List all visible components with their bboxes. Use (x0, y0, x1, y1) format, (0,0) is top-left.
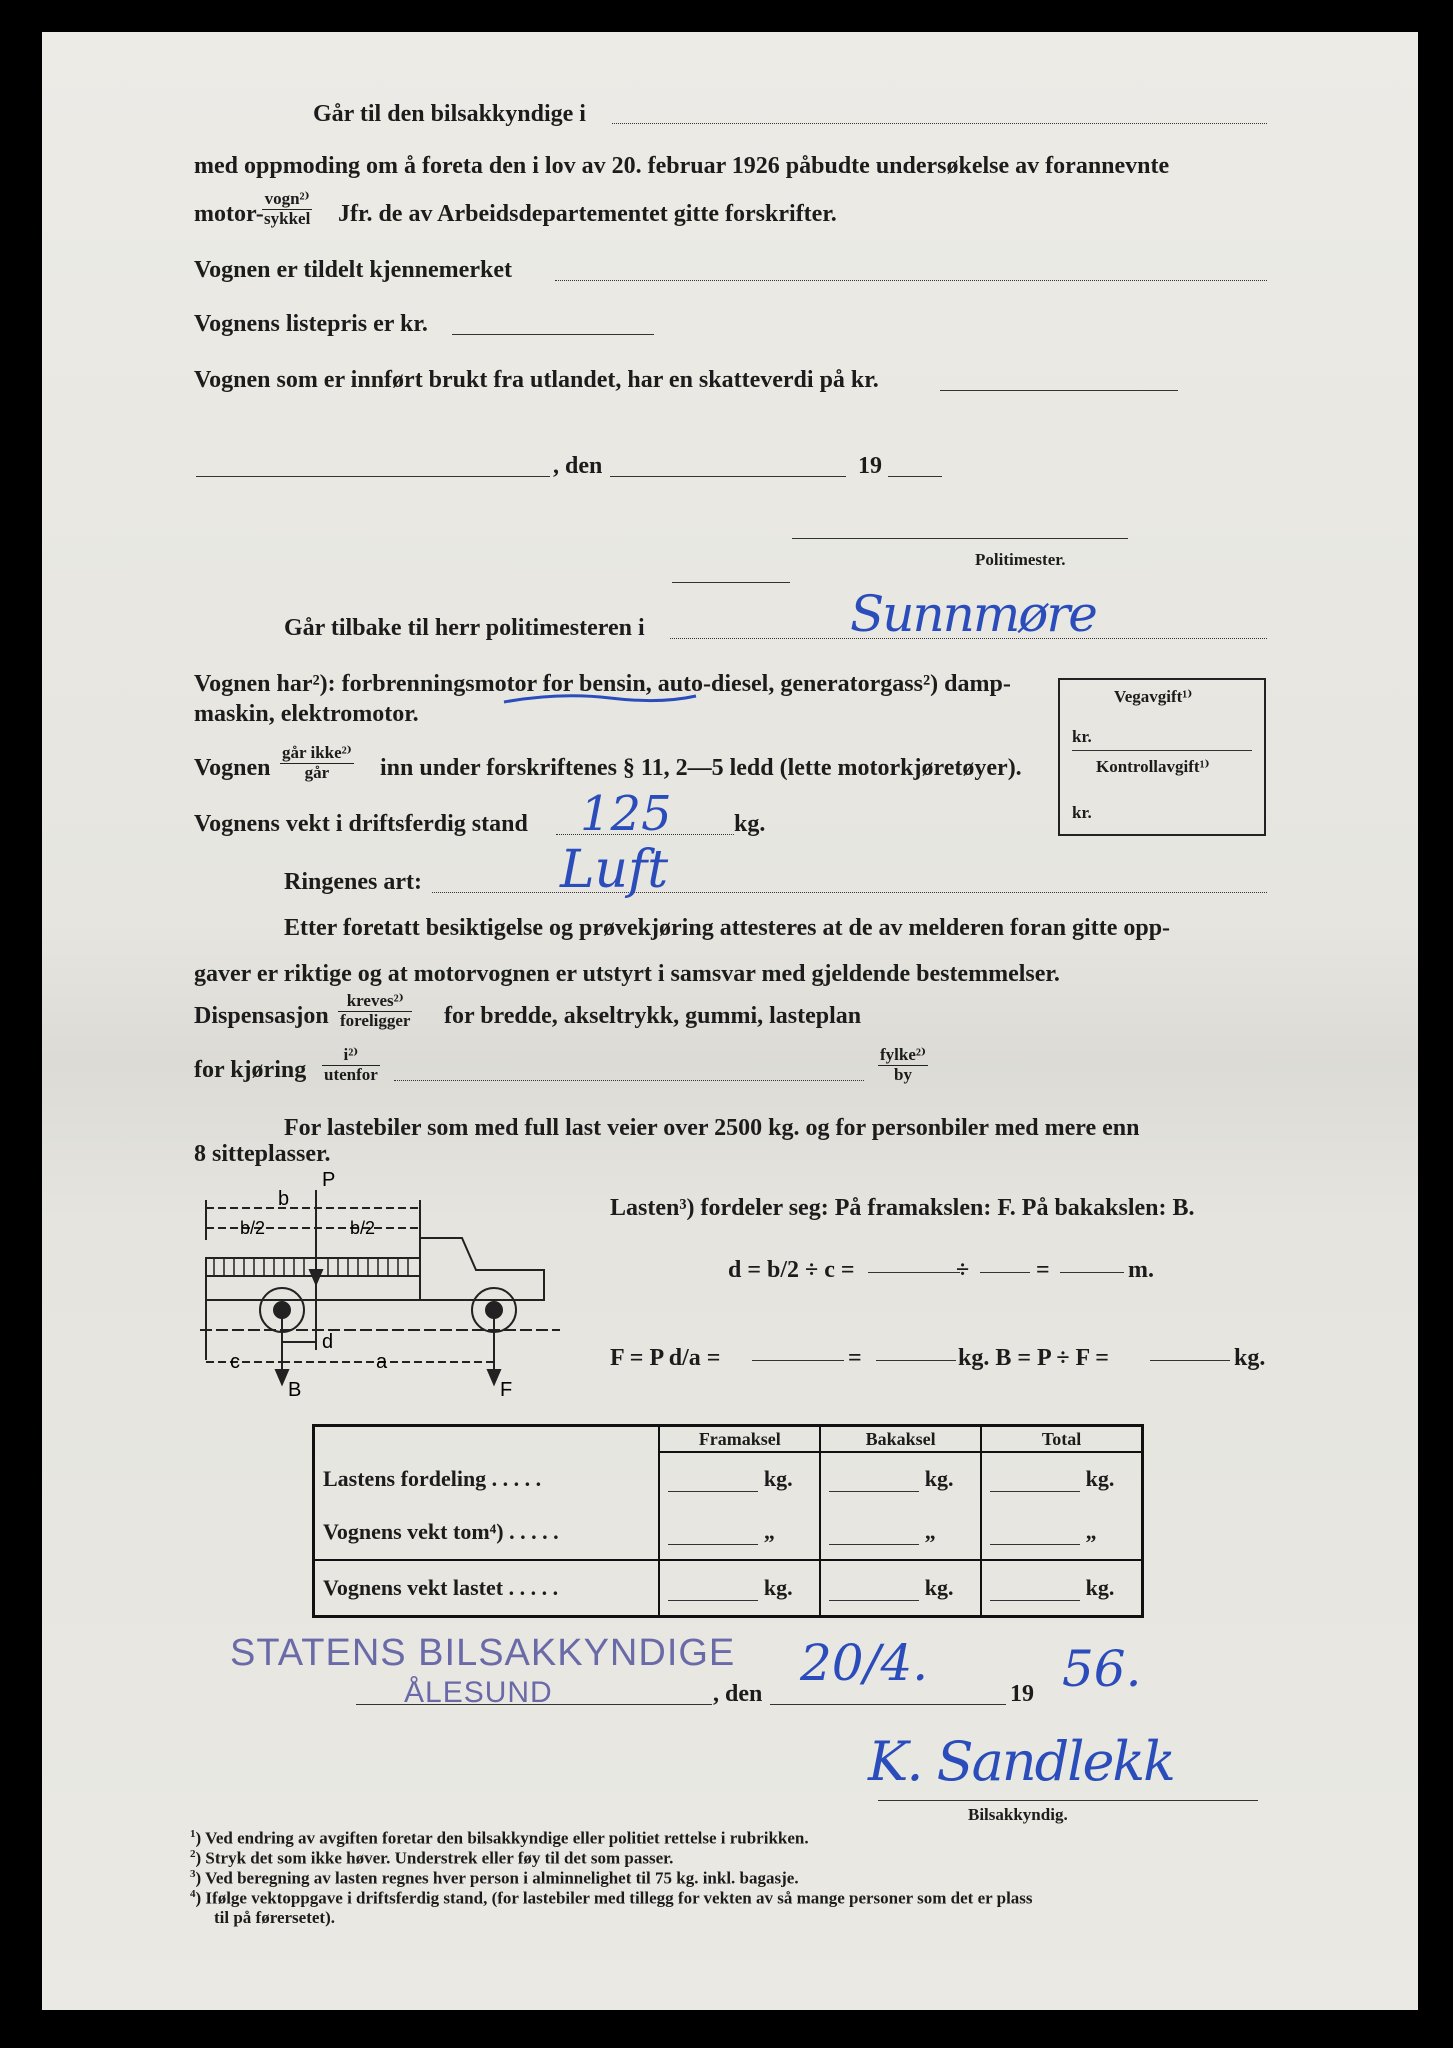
formula-d-minus: ÷ (956, 1257, 970, 1283)
signature-line[interactable] (878, 1800, 1258, 1801)
kontrollavgift-kr: kr. (1072, 803, 1092, 822)
header-line3-prefix: motor- (194, 201, 264, 227)
skatteverdi-label: Vognen som er innført brukt fra utlandet, har en skatteverdi på kr. (194, 367, 879, 393)
ringer-label: Ringenes art: (284, 869, 422, 895)
formula-f-result[interactable] (876, 1360, 956, 1361)
formula-d-unit: m. (1128, 1257, 1154, 1283)
diagram-label-a: a (376, 1351, 388, 1373)
truck-diagram (200, 1170, 570, 1400)
footnote-2: $^2$) Stryk det som ikke høver. Understrek eller føy til det som passer. (190, 1848, 674, 1868)
dispensasjon-prefix: Dispensasjon (194, 1003, 329, 1029)
cell-lastens-total[interactable]: kg. (981, 1452, 1142, 1506)
handwritten-ringer: Luft (560, 840, 669, 900)
cell-lastet-bak[interactable]: kg. (820, 1560, 981, 1617)
kjoring-fraction: i²⁾ utenfor (324, 1045, 378, 1084)
formula-d: d = b/2 ÷ c = (728, 1257, 855, 1283)
kjoring-field[interactable] (394, 1080, 864, 1081)
politimester-label: Politimester. (975, 550, 1066, 569)
year-field[interactable] (888, 476, 942, 477)
formula-b-unit: kg. (1234, 1345, 1266, 1371)
row-label-lastens: Lastens fordeling . . . . . (323, 1465, 542, 1491)
diagram-label-b: b (278, 1188, 290, 1210)
handwritten-date: 20/4. (800, 1634, 929, 1692)
formula-f-unit: kg. B = P ÷ F = (958, 1345, 1109, 1371)
kontrollavgift-label: Kontrollavgift¹⁾ (1096, 757, 1210, 776)
header-line1: Går til den bilsakkyndige i (313, 101, 586, 127)
politimester-signature-line[interactable] (792, 538, 1128, 539)
gar-text: inn under forskriftenes § 11, 2—5 ledd (lette motorkjøretøyer). (380, 755, 1022, 781)
vogn-sykkel-fraction: vogn²⁾ sykkel (264, 189, 311, 228)
attest-line1: Etter foretatt besiktigelse og prøvekjøring attesteres at de av melderen foran gitte opp- (284, 915, 1171, 941)
formula-b-result[interactable] (1150, 1360, 1230, 1361)
diagram-label-p: P (322, 1170, 336, 1191)
signature-den: , den (713, 1681, 763, 1707)
attest-line2: gaver er riktige og at motorvognen er utstyrt i samsvar med gjeldende bestemmelser. (194, 961, 1060, 987)
signature-date-field[interactable] (770, 1704, 1006, 1705)
trucks-line2: 8 sitteplasser. (194, 1141, 331, 1167)
formula-f-field1[interactable] (752, 1360, 844, 1361)
diagram-label-F: F (500, 1379, 513, 1400)
row-label-tom: Vognens vekt tom⁴) . . . . . (323, 1519, 559, 1545)
place-field[interactable] (196, 476, 550, 477)
handwritten-underline (500, 688, 700, 708)
stamp-line2: ÅLESUND (404, 1676, 553, 1709)
cell-lastet-total[interactable]: kg. (981, 1560, 1142, 1617)
skatteverdi-field[interactable] (940, 390, 1178, 391)
handwritten-signature: K. Sandlekk (868, 1730, 1174, 1793)
diagram-label-b2-right: b/2 (350, 1218, 376, 1238)
header-total: Total (981, 1426, 1142, 1453)
bilsakkyndige-field[interactable] (612, 123, 1267, 124)
gar-fraction: går ikke²⁾ går (282, 743, 352, 782)
formula-d-field2[interactable] (980, 1272, 1030, 1273)
dispensasjon-fraction: kreves²⁾ foreligger (340, 991, 411, 1030)
stamp-line1: STATENS BILSAKKYNDIGE (230, 1632, 736, 1674)
listepris-label: Vognens listepris er kr. (194, 311, 428, 337)
diagram-label-c: c (230, 1351, 240, 1373)
den-label: , den (553, 453, 603, 479)
cell-lastens-bak[interactable]: kg. (820, 1452, 981, 1506)
vegavgift-kr: kr. (1072, 727, 1092, 746)
fylke-by-fraction: fylke²⁾ by (880, 1045, 927, 1084)
cell-tom-bak[interactable]: „ (820, 1506, 981, 1560)
trucks-line1: For lastebiler som med full last veier over 2500 kg. og for personbiler med mere enn (284, 1115, 1140, 1141)
header-bakaksel: Bakaksel (820, 1426, 981, 1453)
lasten-text: Lasten³) fordeler seg: På framakslen: F. På bakakslen: B. (610, 1195, 1195, 1221)
load-distribution-table (312, 1424, 1144, 1618)
listepris-field[interactable] (452, 334, 654, 335)
vegavgift-field[interactable] (1072, 750, 1252, 751)
diagram-label-b2-left: b/2 (240, 1218, 266, 1238)
footnote-4-cont: til på førersetet). (214, 1908, 335, 1927)
handwritten-year: 56. (1062, 1640, 1142, 1698)
cell-tom-total[interactable]: „ (981, 1506, 1142, 1560)
footnote-3: $^3$) Ved beregning av lasten regnes hver person i alminnelighet til 75 kg. inkl. bagasje. (190, 1868, 799, 1888)
kjennemerke-field[interactable] (555, 280, 1267, 281)
kjennemerke-label: Vognen er tildelt kjennemerket (194, 257, 512, 283)
formula-d-eq: = (1036, 1257, 1050, 1283)
bilsakkyndig-label: Bilsakkyndig. (968, 1805, 1068, 1824)
handwritten-sunnmore: Sunnmøre (850, 585, 1096, 643)
cell-lastet-fram[interactable]: kg. (659, 1560, 820, 1617)
vekt-unit: kg. (734, 811, 766, 837)
row-label-lastet: Vognens vekt lastet . . . . . (314, 1560, 660, 1617)
formula-d-field1[interactable] (868, 1272, 960, 1273)
handwritten-vekt: 125 (580, 786, 672, 842)
header-framaksel: Framaksel (659, 1426, 820, 1453)
footnote-1: $^1$) Ved endring av avgiften foretar den bilsakkyndige eller politiet rettelse i rubrikken. (190, 1828, 809, 1848)
signature-year-prefix: 19 (1010, 1681, 1034, 1707)
vegavgift-label: Vegavgift¹⁾ (1114, 687, 1193, 706)
header-line2: med oppmoding om å foreta den i lov av 20. februar 1926 påbudte undersøkelse av forannevnte (194, 153, 1170, 179)
gar-prefix: Vognen (194, 755, 271, 781)
formula-f-eq: = (848, 1345, 862, 1371)
signature-place-field[interactable] (356, 1704, 712, 1705)
formula-d-result[interactable] (1060, 1272, 1124, 1273)
vehicle-har-text: Vognen har²): forbrenningsmotor for bensin, auto-diesel, generatorgass²) damp- (194, 671, 1011, 697)
vekt-label: Vognens vekt i driftsferdig stand (194, 811, 528, 837)
cell-lastens-fram[interactable]: kg. (659, 1452, 820, 1506)
year-label: 19 (858, 453, 882, 479)
header-line3-text: Jfr. de av Arbeidsdepartementet gitte forskrifter. (338, 201, 837, 227)
footnote-4: $^4$) Ifølge vektoppgave i driftsferdig stand, (for lastebiler med tillegg for vekten av så mange personer som det er plass (190, 1888, 1033, 1908)
diagram-label-d: d (322, 1331, 334, 1353)
kjoring-prefix: for kjøring (194, 1057, 307, 1083)
dispensasjon-text: for bredde, akseltrykk, gummi, lasteplan (444, 1003, 862, 1029)
date-field[interactable] (610, 476, 846, 477)
cell-tom-fram[interactable]: „ (659, 1506, 820, 1560)
formula-f: F = P d/a = (610, 1345, 721, 1371)
section-divider (672, 582, 790, 583)
vehicle-har-text2: maskin, elektromotor. (194, 701, 419, 727)
ringer-field[interactable] (432, 892, 1267, 893)
return-label: Går tilbake til herr politimesteren i (284, 615, 645, 641)
diagram-label-B: B (288, 1379, 302, 1400)
